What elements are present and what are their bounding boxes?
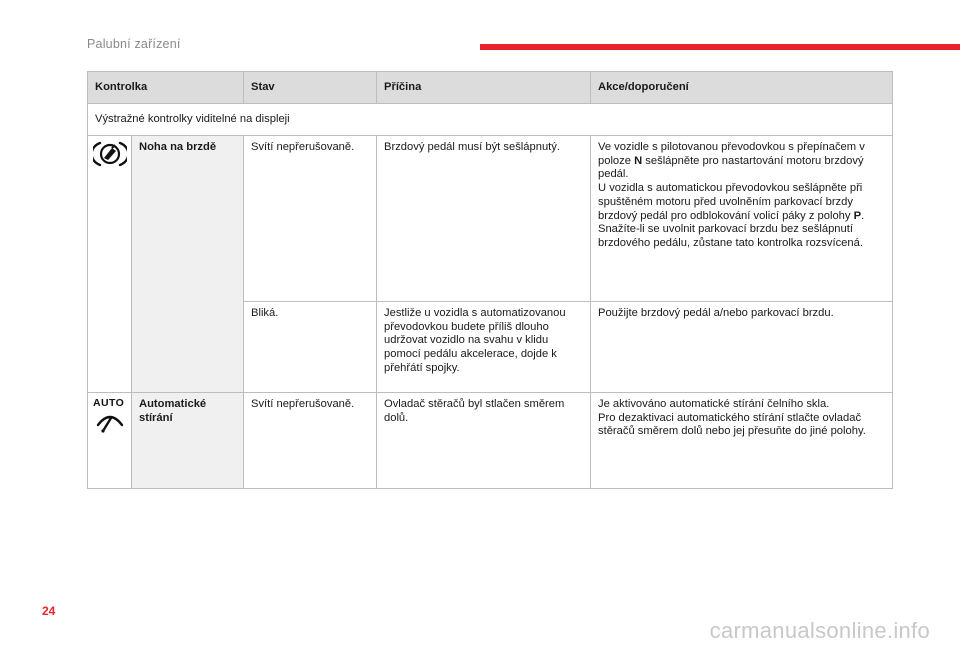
- action-cell: [591, 393, 893, 489]
- table-row: [88, 136, 893, 302]
- gear-position-p: P: [853, 209, 862, 222]
- action-text-5: Snažíte-li se uvolnit parkovací brzdu bez sešlápnutí brzdového pedálu, zůstane tato kontrolka rozsvícená.: [598, 223, 863, 249]
- state-cell: Bliká.: [244, 302, 377, 393]
- state-cell: Svítí nepřerušovaně.: [244, 393, 377, 489]
- gear-position-n: N: [634, 154, 643, 167]
- cause-cell: Brzdový pedál musí být sešlápnutý.: [377, 136, 591, 302]
- action-cell: [591, 136, 893, 302]
- section-title: Výstražné kontrolky viditelné na displeji: [88, 104, 893, 136]
- auto-label: AUTO: [93, 397, 125, 409]
- cause-cell: Jestliže u vozidla s automatizovanou převodovkou budete příliš dlouho udržovat vozidlo na svahu v klidu pomocí pedálu akcelerace, dojde k přehřátí spojky.: [377, 302, 591, 393]
- warning-lights-table: [87, 71, 893, 489]
- column-header-stav: Stav: [244, 72, 377, 104]
- column-header-akce: Akce/doporučení: [591, 72, 893, 104]
- warning-name: Noha na brzdě: [132, 136, 244, 393]
- header-title: Palubní zařízení: [87, 37, 181, 51]
- column-header-pricina: Příčina: [377, 72, 591, 104]
- page-number: 24: [42, 604, 56, 618]
- table-row: [88, 393, 893, 489]
- action-cell: Použijte brzdový pedál a/nebo parkovací brzdu.: [591, 302, 893, 393]
- section-row: [88, 104, 893, 136]
- header-accent-bar: [480, 44, 960, 50]
- action-line-1: Je aktivováno automatické stírání čelního skla.: [598, 398, 830, 410]
- brake-pedal-warning-icon: [93, 140, 127, 168]
- watermark: carmanualsonline.info: [709, 618, 930, 643]
- action-text-2: sešlápněte pro nastartování motoru brzdový pedál.: [598, 154, 864, 181]
- warning-name: Automatické stírání: [132, 393, 244, 489]
- icon-cell: [88, 393, 132, 489]
- action-text-1: Ve vozidle s pilotovanou převodovkou s přepínačem v poloze: [598, 141, 865, 167]
- auto-wiper-icon: [95, 411, 125, 433]
- icon-cell: [88, 136, 132, 393]
- cause-cell: Ovladač stěračů byl stlačen směrem dolů.: [377, 393, 591, 489]
- state-cell: Svítí nepřerušovaně.: [244, 136, 377, 302]
- table-header-row: [88, 72, 893, 104]
- column-header-kontrolka: Kontrolka: [88, 72, 244, 104]
- action-text-4: .: [861, 209, 865, 222]
- action-line-2: Pro dezaktivaci automatického stírání stlačte ovladač stěračů směrem dolů nebo jej přesuňte do jiné polohy.: [598, 411, 866, 438]
- action-text-3: U vozidla s automatickou převodovkou sešlápněte při spuštěném motoru před uvolněním parkovací brzdy brzdový pedál pro odblokování volicí páky z polohy: [598, 182, 863, 222]
